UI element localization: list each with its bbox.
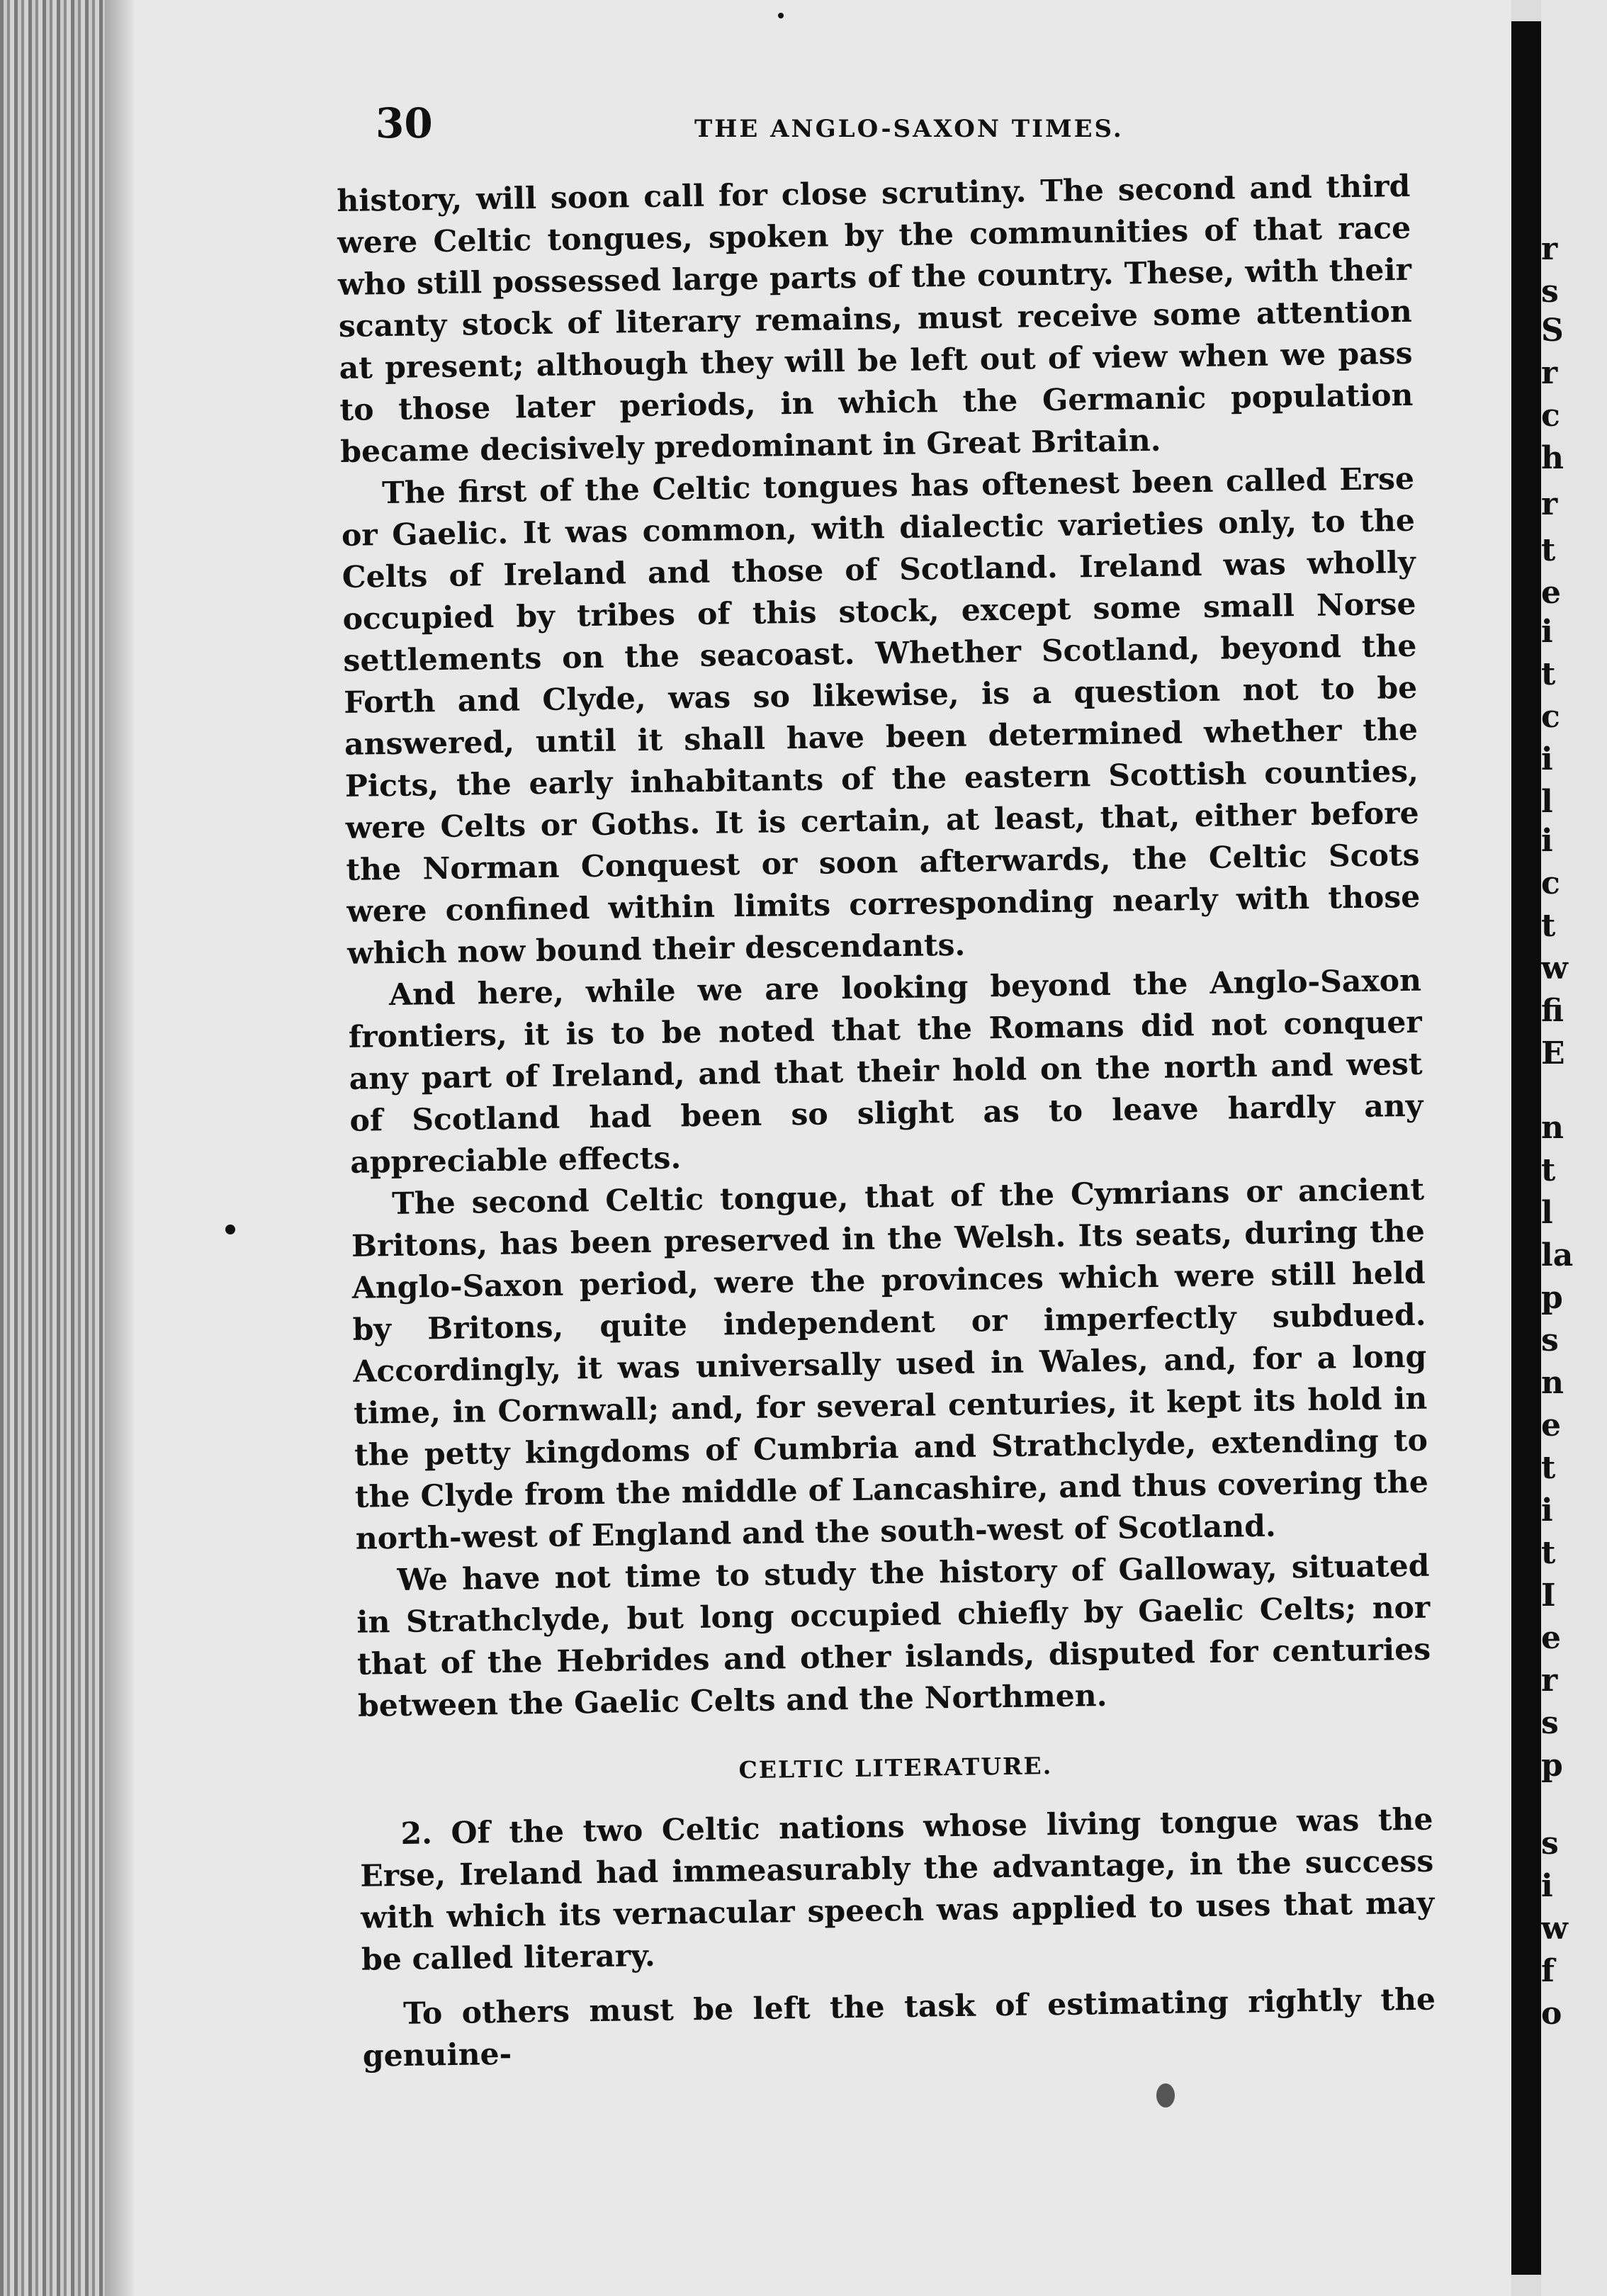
book-binding (0, 0, 105, 2296)
facing-page-fragment (1541, 0, 1607, 2296)
facing-page-letter: t (1541, 1535, 1556, 1571)
facing-page-letter: i (1541, 741, 1553, 777)
facing-page-letter: p (1541, 1280, 1563, 1316)
facing-page-letter: r (1541, 231, 1558, 267)
page-number: 30 (376, 99, 433, 147)
facing-page-letter: i (1541, 823, 1553, 859)
facing-page-letter: i (1541, 1492, 1553, 1529)
paragraph-galloway: We have not time to study the history of Galloway, situated in Strathclyde, but long occupied chiefly by Gaelic Celts; nor that of the Hebrides and other islands, disputed for centuries between the Gaelic Celts and the Northmen. (356, 1548, 1431, 1724)
facing-page-letter: s (1541, 1322, 1559, 1358)
facing-page-letter: h (1541, 440, 1564, 476)
facing-page-letter: t (1541, 656, 1556, 692)
facing-page-letter: e (1541, 1407, 1561, 1444)
facing-page-letter: la (1541, 1237, 1574, 1273)
running-title: THE ANGLO-SAXON TIMES. (694, 115, 1124, 143)
facing-page-letter: r (1541, 355, 1558, 391)
facing-page-letter: i (1541, 1868, 1553, 1904)
paragraph-section-2-continued: To others must be left the task of estimating rightly the genuine- (362, 1981, 1436, 2074)
facing-page-letter: t (1541, 1152, 1556, 1188)
gutter-shadow (105, 0, 133, 2296)
page-body (337, 166, 1436, 2078)
facing-page-letter: E (1541, 1035, 1565, 1071)
facing-page-letter: c (1541, 699, 1560, 735)
ink-speck (225, 1225, 235, 1234)
facing-page-letter: t (1541, 1450, 1556, 1486)
facing-page-letter: f (1541, 1953, 1555, 1989)
facing-page-letter: e (1541, 1620, 1561, 1656)
facing-page-letter: w (1541, 1910, 1568, 1947)
facing-page-letter: s (1541, 274, 1559, 310)
paragraph-section-2: 2. Of the two Celtic nations whose living tongue was the Erse, Ireland had immeasurably the advantage, in the success with which its vernacular speech was applied to uses that may be called literary. (360, 1801, 1435, 1978)
facing-page-letter: w (1541, 950, 1568, 986)
facing-page-letter: p (1541, 1748, 1563, 1784)
paragraph-cymric: The second Celtic tongue, that of the Cymrians or ancient Britons, has been preserved in the Welsh. Its seats, during the Anglo-Saxon period, were the provinces which were still held by Britons, quite independent or imperfectly subdued. Accordingly, it was universally used in Wales, and, for a long time, in Cornwall; and, for several centuries, it kept its hold in the petty kingdoms of Cumbria and Strathclyde, extending to the Clyde from the middle of Lancashire, and thus covering the north-west of England and the south-west of Scotland. (351, 1171, 1429, 1557)
facing-page-letter: s (1541, 1705, 1559, 1741)
facing-page-letter: I (1541, 1577, 1556, 1614)
facing-page-letter: t (1541, 908, 1556, 944)
facing-page-letter: l (1541, 784, 1553, 820)
page-edge-shadow (1511, 21, 1541, 2275)
section-heading: CELTIC LITERATURE. (738, 1752, 1053, 1784)
facing-page-letter: r (1541, 486, 1558, 522)
paragraph-continued: history, will soon call for close scrutiny. The second and third were Celtic tongues, spoken by the communities of that race who still possessed large parts of the country. These, with their scanty stock of literary remains, must receive some attention at present; although they will be left out of view when we pass to those later periods, in which the Germanic population became decisively predominant in Great Britain. (337, 168, 1414, 470)
facing-page-letter: fi (1541, 993, 1564, 1029)
running-head (376, 99, 1566, 156)
paragraph-roman-frontiers: And here, while we are looking beyond the Anglo-Saxon frontiers, it is to be noted that the Romans did not conquer any part of Ireland, and that their hold on the north and west of Scotland had been so slight as to leave hardly any appreciable effects. (348, 962, 1423, 1181)
facing-page-letter: S (1541, 313, 1564, 349)
ink-speck (1156, 2083, 1175, 2108)
facing-page-letter: o (1541, 1996, 1562, 2032)
facing-page-letter: e (1541, 575, 1561, 611)
facing-page-letter: n (1541, 1110, 1564, 1146)
facing-page-letter: c (1541, 865, 1560, 901)
ink-speck (778, 13, 784, 18)
paragraph-erse-gaelic: The first of the Celtic tongues has oftenest been called Erse or Gaelic. It was common, with dialectic varieties only, to the Celts of Ireland and those of Scotland. Ireland was wholly occupied by tribes of this stock, except some small Norse settlements on the seacoast. Whether Scotland, beyond the Forth and Clyde, was so likewise, is a question not to be answered, until it shall have been determined whether the Picts, the early inhabitants of the eastern Scottish counties, were Celts or Goths. It is certain, at least, that, either before the Norman Conquest or soon afterwards, the Celtic Scots were confined within limits corresponding nearly with those which now bound their descendants. (341, 461, 1421, 972)
facing-page-letter: i (1541, 614, 1553, 650)
facing-page-letter: t (1541, 532, 1556, 568)
facing-page-letter: s (1541, 1825, 1559, 1862)
facing-page-letter: r (1541, 1662, 1558, 1699)
facing-page-letter: c (1541, 398, 1560, 434)
facing-page-letter: n (1541, 1365, 1564, 1401)
facing-page-letter: l (1541, 1195, 1553, 1231)
